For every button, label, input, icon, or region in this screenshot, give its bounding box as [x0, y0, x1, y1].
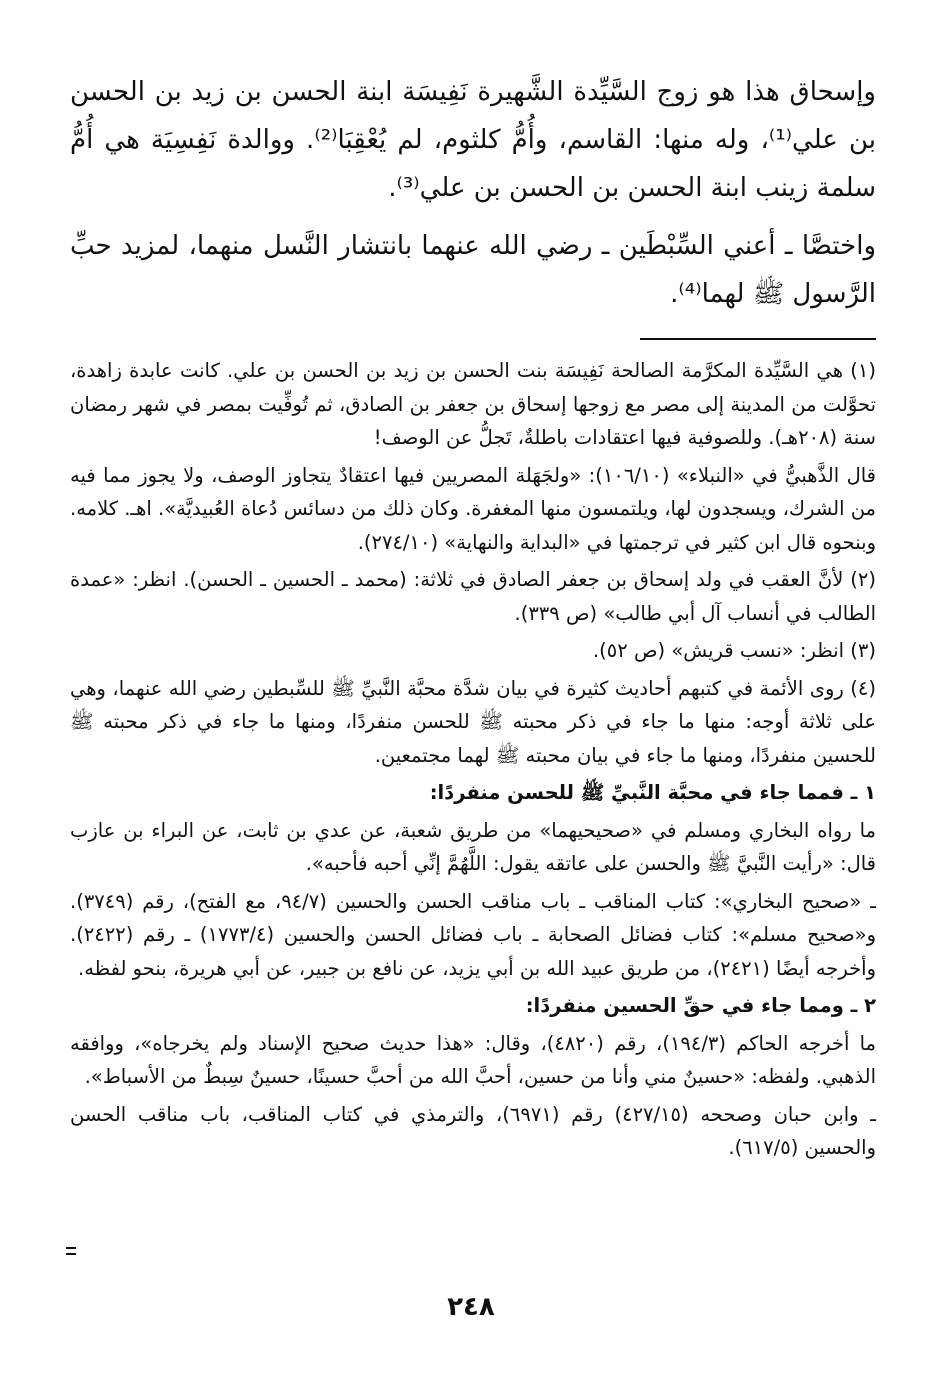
footnote-separator — [640, 338, 876, 340]
page-number: ٢٤٨ — [447, 1292, 495, 1322]
footnote-4-text: ـ وابن حبان وصححه (٤٢٧/١٥) رقم (٦٩٧١)، والترمذي في كتاب المناقب، باب مناقب الحسن والحسين (٦١٧/٥). — [70, 1102, 876, 1159]
footnote-4-text: ما أخرجه الحاكم (١٩٤/٣)، رقم (٤٨٢٠)، وقال: «هذا حديث صحيح الإسناد ولم يخرجاه»، ووافقه الذهبي. ولفظه: «حسينٌ مني وأنا من حسين، أحبَّ الله من أحبَّ حسينًا، حسينٌ سِبطٌ من الأسباط». — [70, 1031, 876, 1088]
footnote-1: (١) هي السَّيِّدة المكرَّمة الصالحة نَفِيسَة بنت الحسن بن زيد بن الحسن بن علي. كانت عابدة زاهدة، تحوَّلت من المدينة إلى مصر مع زوجها إسحاق بن جعفر بن الصادق، ثم تُوفِّيت بمصر في شهر رمضان سنة (٢٠٨هـ). وللصوفية فيها اعتقادات باطلةٌ، تَجلُّ عن الوصف! — [70, 359, 876, 449]
footnote-4-text: ـ «صحيح البخاري»: كتاب المناقب ـ باب مناقب الحسن والحسين (٩٤/٧، مع الفتح)، رقم (٣٧٤٩). و«صحيح مسلم»: كتاب فضائل الصحابة ـ باب فضائل الحسن والحسين (١٧٧٣/٤) ـ رقم (٢٤٢٢). وأخرجه أيضًا (٢٤٢١)، من طريق عبيد الله بن أبي يزيد، عن نافع بن جبير، عن أبي هريرة، بنحو لفظه. — [70, 889, 877, 980]
main-text — [70, 68, 876, 318]
main-paragraph: وإسحاق هذا هو زوج السَّيِّدة الشَّهيرة نَفِيسَة ابنة الحسن بن زيد بن الحسن بن علي⁽¹⁾، وله منها: القاسم، وأُمُّ كلثوم، لم يُعْقِبَا⁽²⁾. ووالدة نَفِسِيَة هي أُمُّ سلمة زينب ابنة الحسن بن الحسن بن علي⁽³⁾. — [70, 77, 876, 203]
main-paragraph: واختصَّا ـ أعني السِّبْطَين ـ رضي الله عنهما بانتشار النَّسل منهما، لمزيد حبِّ الرَّسول ﷺ لهما⁽⁴⁾. — [70, 231, 876, 309]
footnote-4-heading-1: ١ ـ فمما جاء في محبَّة النَّبيِّ ﷺ للحسن منفردًا: — [429, 781, 876, 804]
footnote-4: (٤) روى الأئمة في كتبهم أحاديث كثيرة في بيان شدَّة محبَّة النَّبيِّ ﷺ للسِّبطين رضي الله عنهما، وهي على ثلاثة أوجه: منها ما جاء في ذكر محبته ﷺ للحسن منفردًا، ومنها ما جاء في ذكر محبته ﷺ للحسين منفردًا، ومنها ما جاء في بيان محبته ﷺ لهما مجتمعين. — [70, 676, 876, 767]
footnote-4-text: ما رواه البخاري ومسلم في «صحيحيهما» من طريق شعبة، عن عدي بن ثابت، عن البراء بن عازب قال: «رأيت النَّبيَّ ﷺ والحسن على عاتقه يقول: اللَّهُمَّ إنِّي أحبه فأحبه». — [70, 818, 876, 875]
footnote-1-continued: قال الذَّهبيُّ في «النبلاء» (١٠٦/١٠): «ولجَهَلة المصريين فيها اعتقادٌ يتجاوز الوصف، ولا يجوز مما فيه من الشرك، ويسجدون لها، ويلتمسون منها المغفرة. وكان ذلك من دسائس دُعاة العُبيديَّة». اهـ. كلامه. وبنحوه قال ابن كثير في ترجمتها في «البداية والنهاية» (٢٧٤/١٠). — [70, 463, 877, 554]
footnote-2: (٢) لأنَّ العقب في ولد إسحاق بن جعفر الصادق في ثلاثة: (محمد ـ الحسين ـ الحسن). انظر: «عمدة الطالب في أنساب آل أبي طالب» (ص ٣٣٩). — [70, 568, 876, 625]
footnote-3: (٣) انظر: «نسب قريش» (ص ٥٢). — [592, 639, 876, 662]
footnote-4-heading-2: ٢ ـ ومما جاء في حقِّ الحسين منفردًا: — [525, 994, 876, 1017]
continuation-mark — [66, 1247, 76, 1255]
book-page — [70, 68, 876, 1358]
footnotes — [70, 354, 876, 1165]
